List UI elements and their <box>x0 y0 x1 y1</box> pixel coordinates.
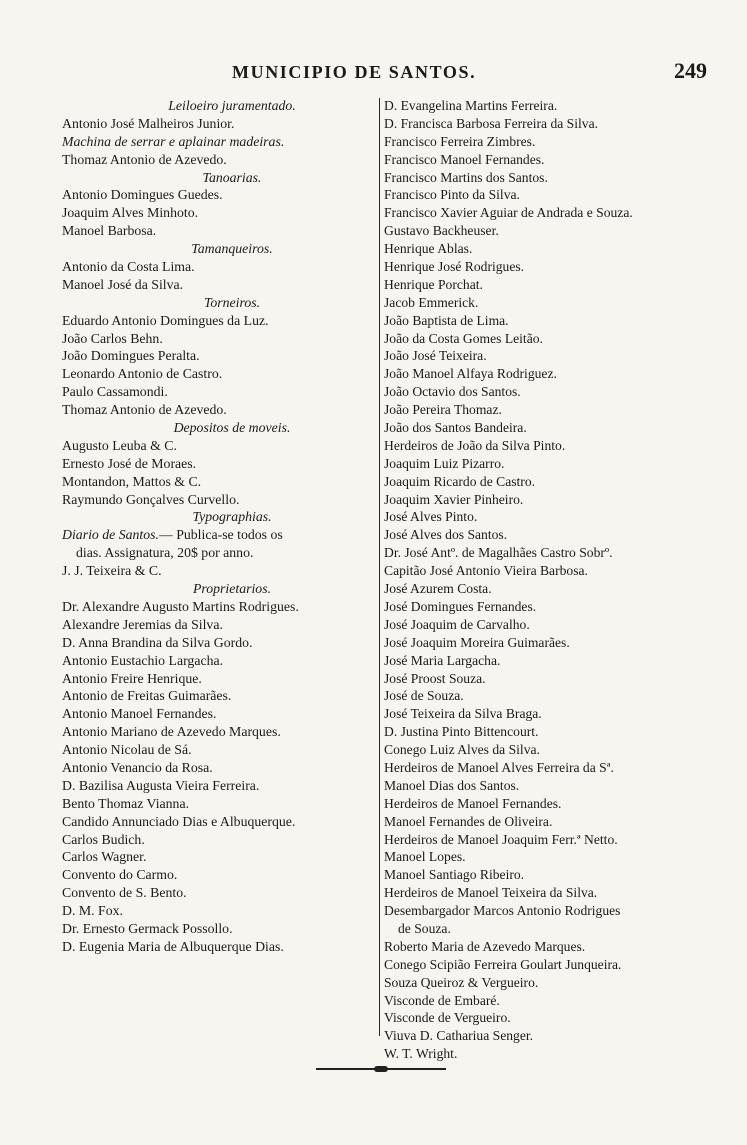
list-item: Joaquim Alves Minhoto. <box>62 205 199 221</box>
list-item: Diario de Santos.— Publica-se todos os <box>62 527 283 543</box>
list-item: Jacob Emmerick. <box>384 294 479 310</box>
list-item: Herdeiros de Manoel Fernandes. <box>384 795 562 811</box>
list-item: Dr. José Antº. de Magalhães Castro Sobrº. <box>384 545 613 561</box>
list-item: Joaquim Luiz Pizarro. <box>384 455 505 471</box>
list-item: Francisco Martins dos Santos. <box>384 169 548 185</box>
list-item: Conego Scipião Ferreira Goulart Junqueira. <box>384 956 622 972</box>
section-heading: Torneiros. <box>203 294 261 310</box>
right-column <box>384 97 724 1063</box>
list-item: Ernesto José de Moraes. <box>62 455 197 471</box>
list-item: José Alves Pinto. <box>384 509 478 525</box>
column-divider <box>379 98 380 1036</box>
list-item: D. Anna Brandina da Silva Gordo. <box>62 634 253 650</box>
list-item: Eduardo Antonio Domingues da Luz. <box>62 312 269 328</box>
list-item: Paulo Cassamondi. <box>62 384 168 400</box>
list-item: Bento Thomaz Vianna. <box>62 795 190 811</box>
list-item: José Proost Souza. <box>384 670 486 686</box>
list-item: Augusto Leuba & C. <box>62 437 177 453</box>
list-item: João dos Santos Bandeira. <box>384 420 527 436</box>
list-item: Henrique José Rodrigues. <box>384 259 525 275</box>
list-item: Antonio José Malheiros Junior. <box>62 115 235 131</box>
list-item: Montandon, Mattos & C. <box>62 473 202 489</box>
list-item: Roberto Maria de Azevedo Marques. <box>384 938 586 954</box>
list-item: José Maria Largacha. <box>384 652 501 668</box>
list-item: João Manoel Alfaya Rodriguez. <box>384 366 557 382</box>
list-item: Francisco Manoel Fernandes. <box>384 151 545 167</box>
section-heading: Depositos de moveis. <box>173 420 291 436</box>
list-item: Manoel Fernandes de Oliveira. <box>384 813 553 829</box>
list-item: Antonio Eustachio Largacha. <box>62 652 224 668</box>
list-item: Convento do Carmo. <box>62 867 178 883</box>
page-header <box>0 58 747 88</box>
list-item: Manoel Lopes. <box>384 849 466 865</box>
section-heading: Machina de serrar e aplainar madeiras. <box>62 133 285 149</box>
list-item: de Souza. <box>398 920 451 936</box>
list-item: Convento de S. Bento. <box>62 885 187 901</box>
list-item: J. J. Teixeira & C. <box>62 563 162 579</box>
list-item: D. Justina Pinto Bittencourt. <box>384 724 539 740</box>
list-item: Carlos Budich. <box>62 831 145 847</box>
list-item: Antonio da Costa Lima. <box>62 259 195 275</box>
list-item: Antonio Mariano de Azevedo Marques. <box>62 724 281 740</box>
section-heading: Typographias. <box>192 509 272 525</box>
list-item: Antonio de Freitas Guimarães. <box>62 688 232 704</box>
section-heading: Tanoarias. <box>202 169 262 185</box>
end-ornament <box>316 1066 446 1072</box>
list-item: Antonio Freire Henrique. <box>62 670 202 686</box>
list-item: Candido Annunciado Dias e Albuquerque. <box>62 813 296 829</box>
list-item: Henrique Ablas. <box>384 241 473 257</box>
list-item: Antonio Domingues Guedes. <box>62 187 223 203</box>
list-item: D. M. Fox. <box>62 903 123 919</box>
section-heading: Tamanqueiros. <box>191 241 273 257</box>
section-heading: Proprietarios. <box>192 581 272 597</box>
list-item: Alexandre Jeremias da Silva. <box>62 616 223 632</box>
list-item: Manoel Dias dos Santos. <box>384 777 520 793</box>
list-item: Antonio Manoel Fernandes. <box>62 706 217 722</box>
list-item: Thomaz Antonio de Azevedo. <box>62 151 227 167</box>
list-item: D. Eugenia Maria de Albuquerque Dias. <box>62 938 284 954</box>
list-item: Viuva D. Cathariua Senger. <box>384 1028 534 1044</box>
list-item: João José Teixeira. <box>384 348 487 364</box>
list-item: Francisco Ferreira Zimbres. <box>384 133 536 149</box>
list-item: Thomaz Antonio de Azevedo. <box>62 402 227 418</box>
list-item: José Joaquim de Carvalho. <box>384 616 530 632</box>
page-title: MUNICIPIO DE SANTOS. <box>232 62 477 82</box>
list-item: José de Souza. <box>384 688 464 704</box>
list-item: Herdeiros de Manoel Joaquim Ferr.ª Netto. <box>384 831 618 847</box>
list-item: Joaquim Xavier Pinheiro. <box>384 491 524 507</box>
list-item: Dr. Ernesto Germack Possollo. <box>62 920 233 936</box>
list-item: D. Francisca Barbosa Ferreira da Silva. <box>384 115 599 131</box>
list-item: Francisco Pinto da Silva. <box>384 187 520 203</box>
list-item: Joaquim Ricardo de Castro. <box>384 473 536 489</box>
list-item: José Teixeira da Silva Braga. <box>384 706 542 722</box>
page-number: 249 <box>674 58 707 83</box>
list-item: Capitão José Antonio Vieira Barbosa. <box>384 563 588 579</box>
list-item: Antonio Nicolau de Sá. <box>62 742 192 758</box>
list-item: José Alves dos Santos. <box>384 527 508 543</box>
list-item: Herdeiros de João da Silva Pinto. <box>384 437 566 453</box>
list-item: Manoel José da Silva. <box>62 276 184 292</box>
list-item: Visconde de Vergueiro. <box>384 1010 511 1026</box>
list-item: José Domingues Fernandes. <box>384 598 537 614</box>
left-column <box>62 97 380 956</box>
list-item: Francisco Xavier Aguiar de Andrada e Souza. <box>384 205 633 221</box>
list-item: Gustavo Backheuser. <box>384 223 499 239</box>
list-item: Herdeiros de Manoel Teixeira da Silva. <box>384 885 598 901</box>
list-item: João Pereira Thomaz. <box>384 402 502 418</box>
list-item: W. T. Wright. <box>384 1046 458 1062</box>
list-item: Manoel Barbosa. <box>62 223 157 239</box>
list-item: Henrique Porchat. <box>384 276 483 292</box>
list-item: Leonardo Antonio de Castro. <box>62 366 223 382</box>
list-item: José Azurem Costa. <box>384 581 492 597</box>
list-item: João Baptista de Lima. <box>384 312 509 328</box>
list-item: Manoel Santiago Ribeiro. <box>384 867 525 883</box>
list-item: Carlos Wagner. <box>62 849 147 865</box>
list-item: Dr. Alexandre Augusto Martins Rodrigues. <box>62 598 299 614</box>
list-item: dias. Assignatura, 20$ por anno. <box>76 545 254 561</box>
list-item: João da Costa Gomes Leitão. <box>384 330 543 346</box>
list-item: D. Evangelina Martins Ferreira. <box>384 98 558 113</box>
list-item: Desembargador Marcos Antonio Rodrigues <box>384 903 621 919</box>
list-item: Visconde de Embaré. <box>384 992 500 1008</box>
list-item: João Domingues Peralta. <box>62 348 200 364</box>
list-item: D. Bazilisa Augusta Vieira Ferreira. <box>62 777 260 793</box>
list-item: Conego Luiz Alves da Silva. <box>384 742 540 758</box>
list-item: Souza Queiroz & Vergueiro. <box>384 974 539 990</box>
list-item: João Octavio dos Santos. <box>384 384 521 400</box>
list-item: João Carlos Behn. <box>62 330 163 346</box>
list-item: Antonio Venancio da Rosa. <box>62 759 213 775</box>
section-heading: Leiloeiro juramentado. <box>168 98 296 113</box>
list-item: Herdeiros de Manoel Alves Ferreira da Sª. <box>384 759 614 775</box>
list-item: Raymundo Gonçalves Curvello. <box>62 491 240 507</box>
list-item: José Joaquim Moreira Guimarães. <box>384 634 570 650</box>
newspaper-title: Diario de Santos. <box>62 527 159 543</box>
